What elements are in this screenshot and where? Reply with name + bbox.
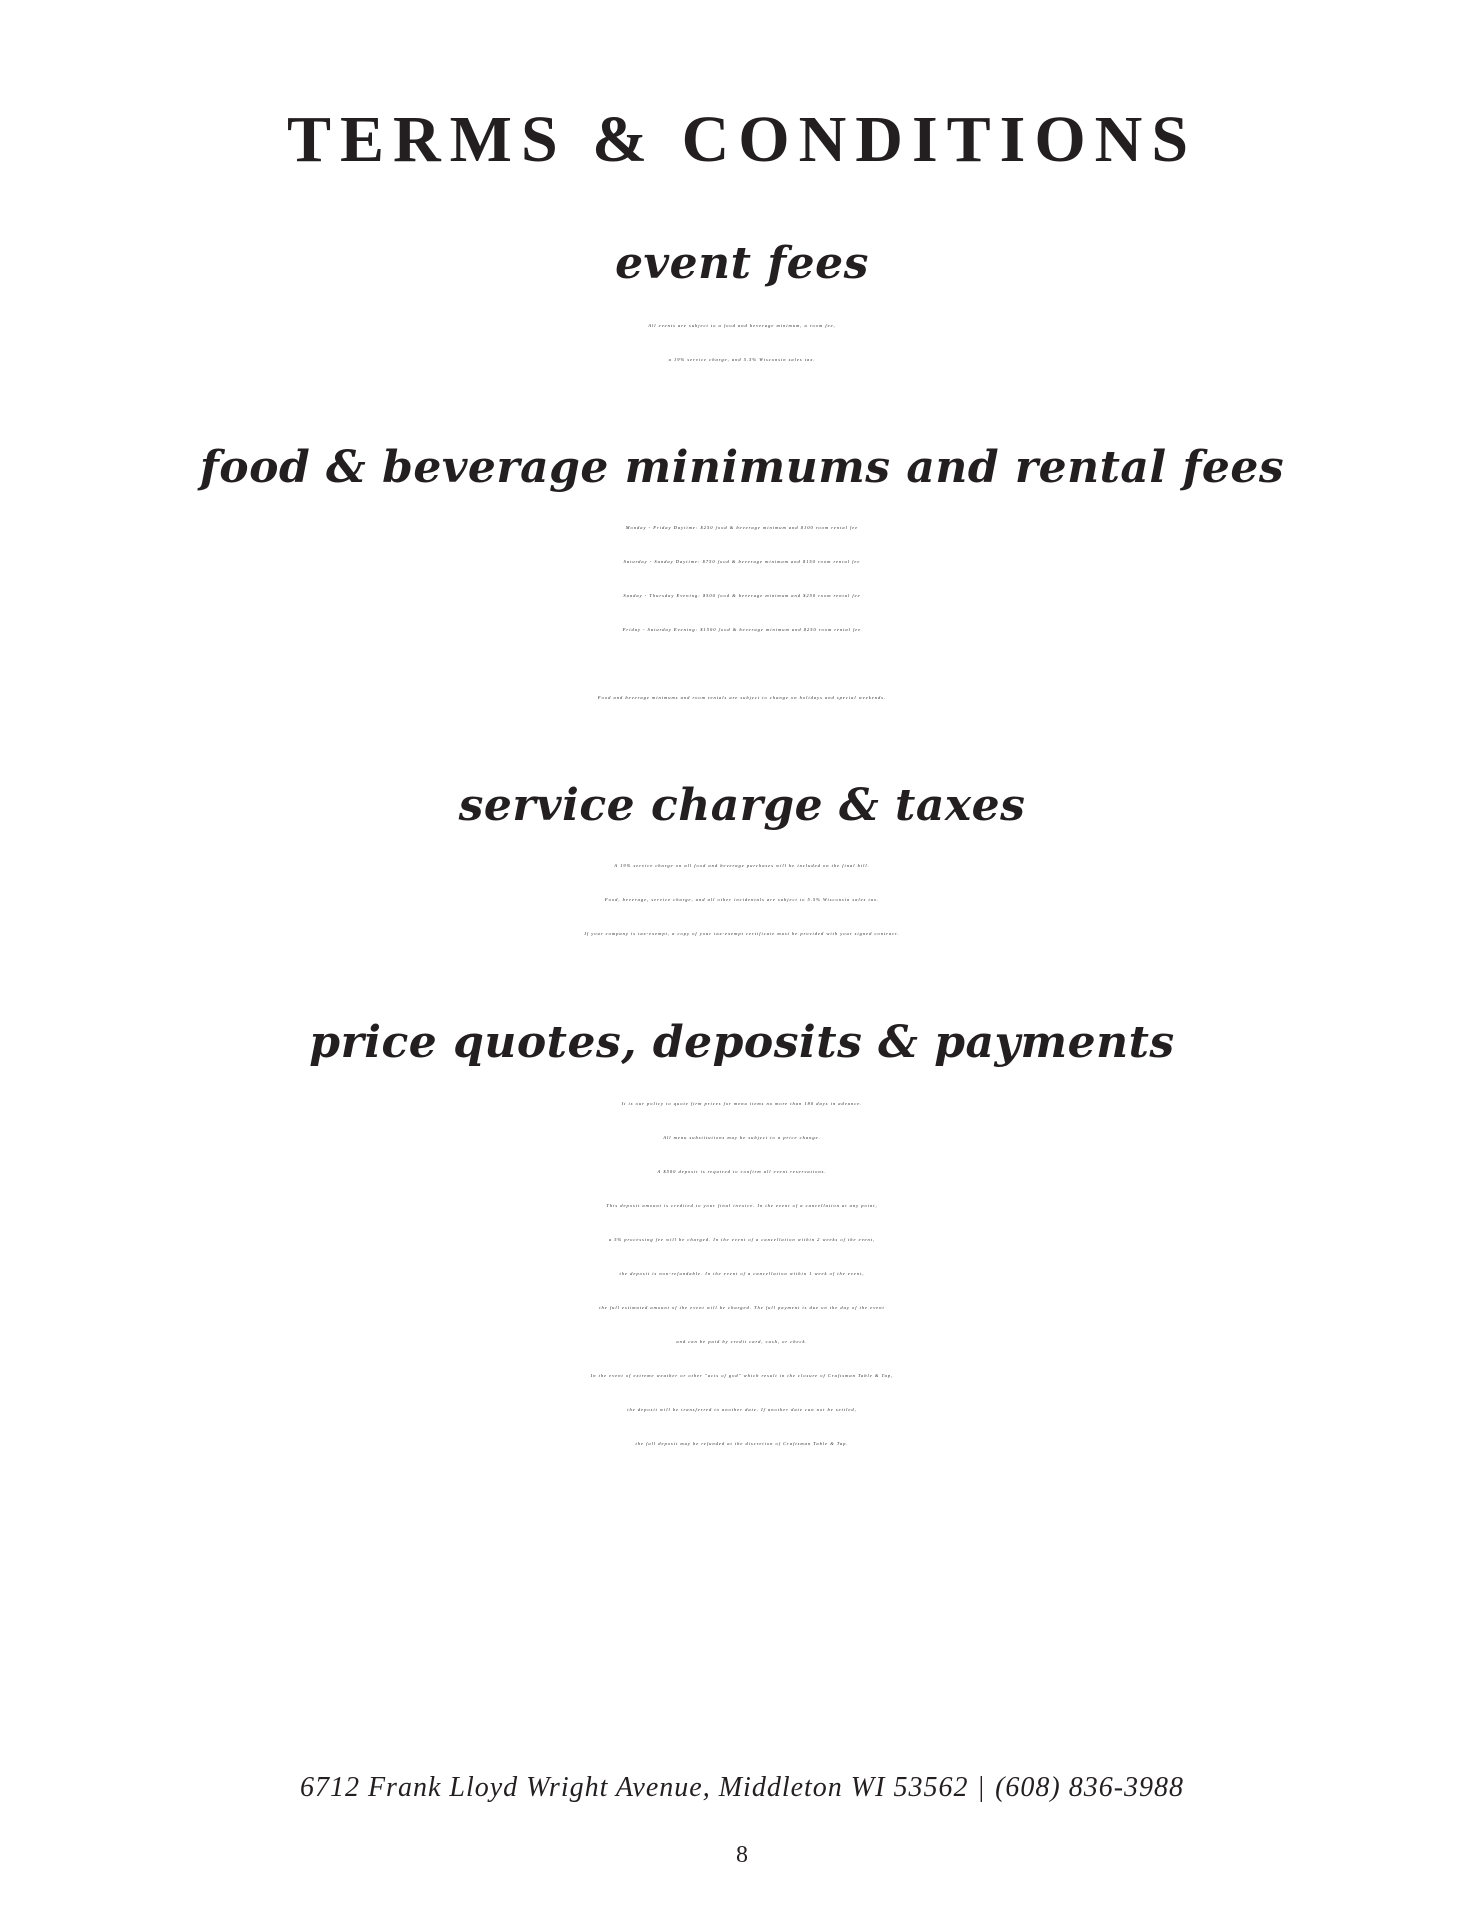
section-heading-service-charge-taxes: service charge & taxes: [458, 780, 1026, 831]
text-line: In the event of extreme weather or other "acts of god" which result in the closure of Craftsman Table & Tap,: [590, 1373, 894, 1378]
text-line: the deposit is non-refundable. In the event of a cancellation within 1 week of the event,: [619, 1271, 865, 1276]
minimums-list: [0, 511, 1484, 647]
section-heading-food-beverage-minimums: food & beverage minimums and rental fees: [199, 442, 1285, 493]
text-line: the full estimated amount of the event will be charged. The full payment is due on the day of the event: [599, 1305, 885, 1310]
text-line: It is our policy to quote firm prices for menu items no more than 180 days in advance.: [621, 1101, 863, 1106]
minimum-line: Monday - Friday Daytime: $250 food & beverage minimum and $100 room rental fee: [625, 525, 859, 530]
text-line: All events are subject to a food and beverage minimum, a room fee,: [648, 323, 836, 328]
event-fees-text: [0, 309, 1484, 377]
service-charge-text: [0, 849, 1484, 951]
text-line: A 19% service charge on all food and beverage purchases will be included on the final bill.: [614, 863, 870, 868]
minimum-line: Saturday - Sunday Daytime: $750 food & beverage minimum and $150 room rental fee: [623, 559, 861, 564]
minimum-line: Friday - Saturday Evening: $1500 food & beverage minimum and $250 room rental fee: [622, 627, 862, 632]
page-number: 8: [736, 1842, 748, 1868]
text-line: and can be paid by credit card, cash, or check.: [676, 1339, 808, 1344]
text-line: the deposit will be transferred to another date. If another date can not be settled,: [627, 1407, 857, 1412]
note-line: Food and beverage minimums and room rentals are subject to change on holidays and special weekends.: [597, 695, 887, 700]
section-heading-price-quotes-deposits-payments: price quotes, deposits & payments: [309, 1017, 1175, 1068]
text-line: the full deposit may be refunded at the discretion of Craftsman Table & Tap.: [635, 1441, 849, 1446]
text-line: a 5% processing fee will be charged. In the event of a cancellation within 2 weeks of the event,: [608, 1237, 876, 1242]
footer-phone: (608) 836-3988: [995, 1772, 1185, 1803]
text-line: If your company is tax-exempt, a copy of your tax-exempt certificate must be provided with your signed contract.: [584, 931, 900, 936]
page-title: TERMS & CONDITIONS: [286, 103, 1198, 176]
section-heading-event-fees: event fees: [615, 238, 869, 289]
text-line: Food, beverage, service charge, and all other incidentals are subject to 5.5% Wisconsin sales tax.: [604, 897, 880, 902]
footer-contact: [0, 1770, 1484, 1806]
text-line: A $500 deposit is required to confirm all event reservations.: [657, 1169, 827, 1174]
text-line: a 19% service charge, and 5.5% Wisconsin sales tax.: [668, 357, 816, 362]
text-line: This deposit amount is credited to your final invoice. In the event of a cancellation at any point,: [606, 1203, 878, 1208]
footer-separator: |: [978, 1772, 986, 1803]
text-line: All menu substitutions may be subject to a price change.: [663, 1135, 821, 1140]
minimum-line: Sunday - Thursday Evening: $500 food & beverage minimum and $250 room rental fee: [623, 593, 861, 598]
minimums-note: [0, 681, 1484, 715]
footer-address: 6712 Frank Lloyd Wright Avenue, Middleton WI 53562: [299, 1772, 969, 1803]
payments-text: [0, 1087, 1484, 1461]
